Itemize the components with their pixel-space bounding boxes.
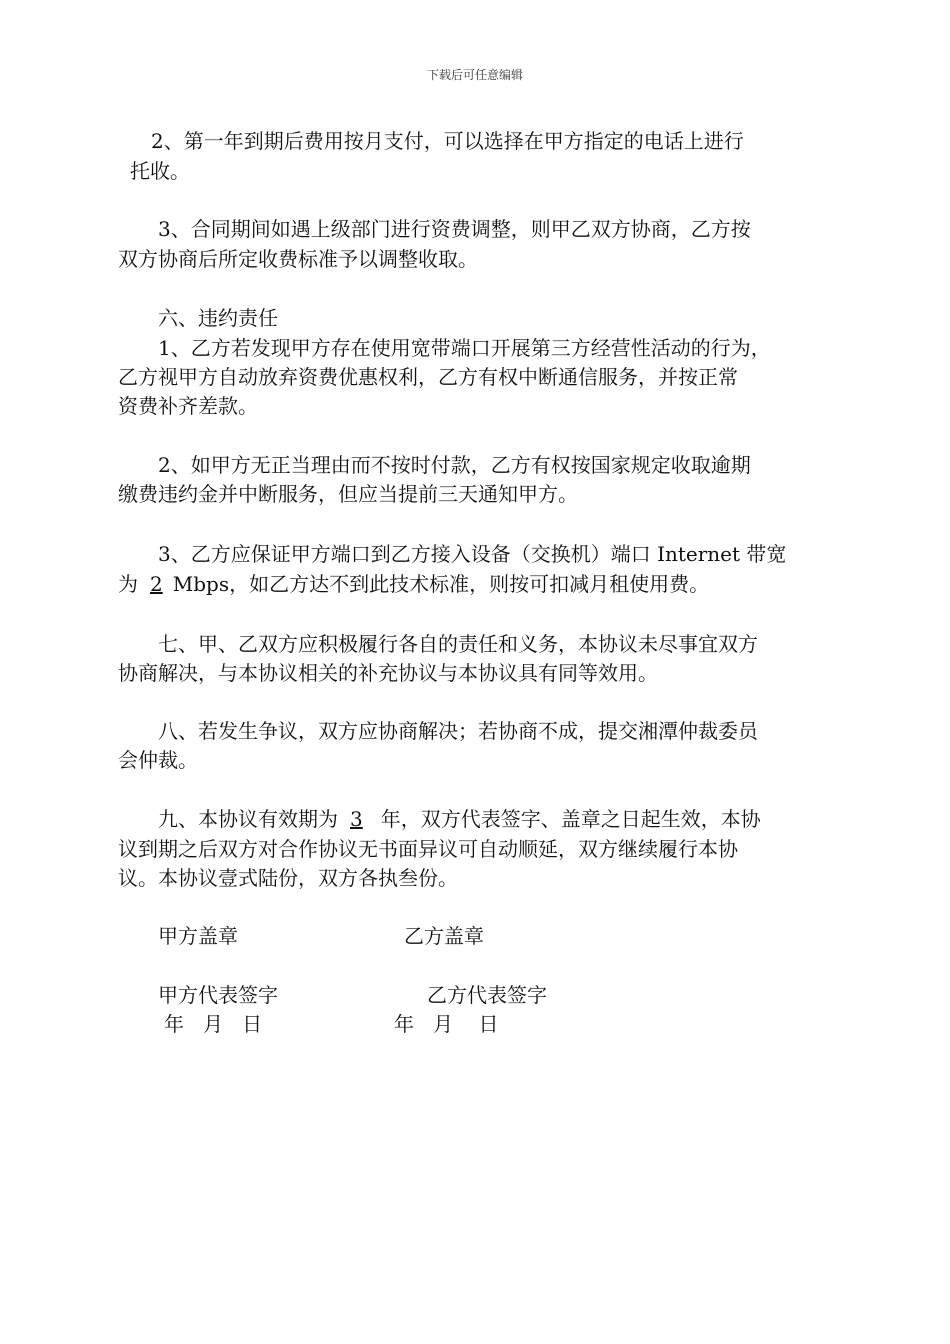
term-years: 3: [350, 807, 363, 831]
bandwidth-value-field: [138, 572, 173, 596]
bandwidth-suffix: Mbps，如乙方达不到此技术标准，则按可扣减月租使用费。: [172, 572, 710, 596]
party-a-date: 年 月 日: [164, 1012, 263, 1036]
clause-2-line-2: 托收。: [130, 159, 190, 183]
section-6-item-3-line-2: [118, 570, 709, 598]
party-b-seal-label: 乙方盖章: [404, 924, 484, 948]
section-7-line-1: 七、甲、乙双方应积极履行各自的责任和义务，本协议未尽事宜双方: [158, 632, 758, 656]
section-6-item-2-line-1: 2、如甲方无正当理由而不按时付款，乙方有权按国家规定收取逾期: [158, 453, 751, 477]
section-6-item-2-line-2: 缴费违约金并中断服务，但应当提前三天通知甲方。: [118, 482, 578, 506]
bandwidth-prefix: 为: [118, 572, 138, 596]
section-6-item-3-line-1: 3、乙方应保证甲方端口到乙方接入设备（交换机）端口 Internet 带宽: [158, 542, 787, 566]
party-b-rep-label: 乙方代表签字: [427, 983, 547, 1007]
section-8-line-1: 八、若发生争议，双方应协商解决；若协商不成，提交湘潭仲裁委员: [158, 719, 758, 743]
section-9-line-1: [158, 805, 761, 833]
page-header: 下载后可任意编辑: [426, 68, 523, 82]
section-9-line-3: 议。本协议壹式陆份，双方各执叁份。: [118, 866, 458, 890]
term-prefix: 九、本协议有效期为: [158, 807, 338, 831]
clause-3-line-2: 双方协商后所定收费标准予以调整收取。: [118, 247, 478, 271]
bandwidth-value: 2: [150, 572, 163, 596]
term-suffix: 年，双方代表签字、盖章之日起生效，本协: [380, 807, 761, 831]
section-8-line-2: 会仲裁。: [118, 748, 198, 772]
clause-2-line-1: 2、第一年到期后费用按月支付，可以选择在甲方指定的电话上进行: [151, 129, 744, 153]
section-6-item-1-line-1: 1、乙方若发现甲方存在使用宽带端口开展第三方经营性活动的行为，: [158, 336, 771, 360]
term-years-field: [338, 807, 381, 831]
party-a-seal-label: 甲方盖章: [158, 924, 238, 948]
section-9-line-2: 议到期之后双方对合作协议无书面异议可自动顺延，双方继续履行本协: [118, 837, 738, 861]
party-a-rep-label: 甲方代表签字: [158, 983, 278, 1007]
party-b-date: 年 月 日: [394, 1012, 499, 1036]
section-6-item-1-line-2: 乙方视甲方自动放弃资费优惠权利，乙方有权中断通信服务，并按正常: [118, 365, 738, 389]
section-6-title: 六、违约责任: [158, 306, 278, 330]
clause-3-line-1: 3、合同期间如遇上级部门进行资费调整，则甲乙双方协商，乙方按: [158, 217, 751, 241]
section-7-line-2: 协商解决，与本协议相关的补充协议与本协议具有同等效用。: [118, 661, 658, 685]
section-6-item-1-line-3: 资费补齐差款。: [118, 394, 258, 418]
